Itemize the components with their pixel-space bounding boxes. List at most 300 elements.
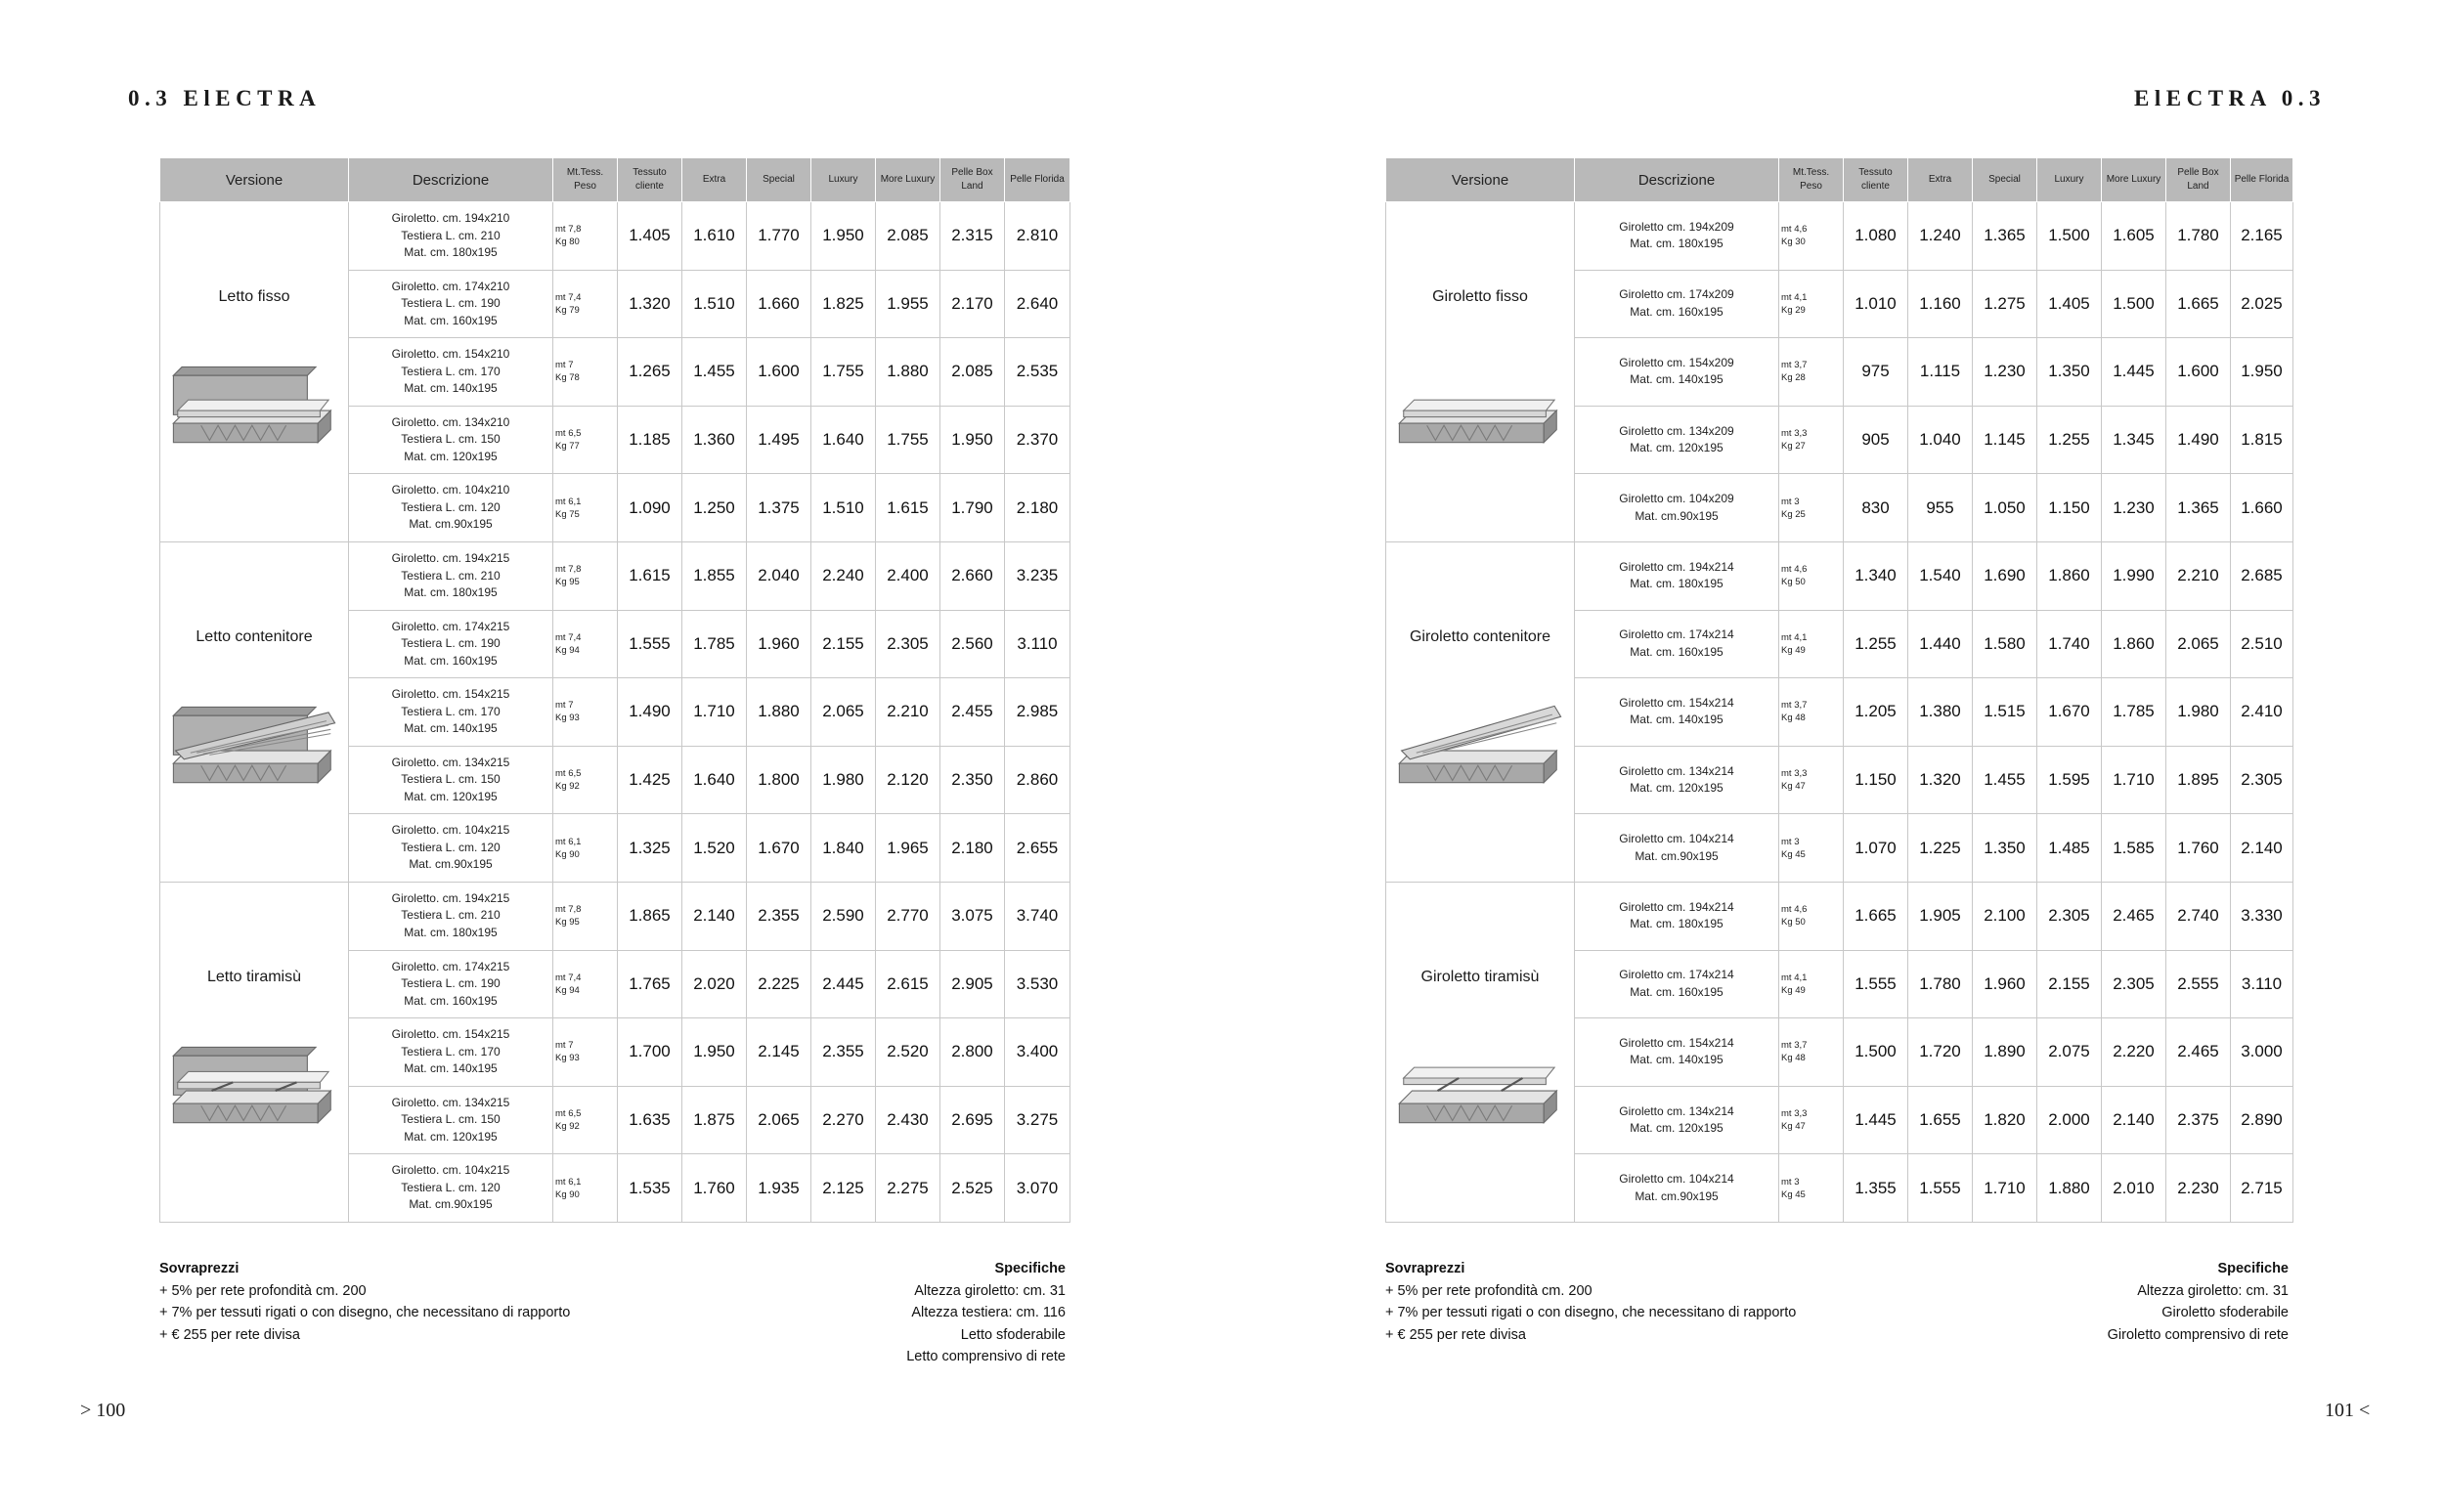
table-row [1386,541,2293,610]
description-line: Mat. cm. 160x195 [1630,984,1724,999]
price-cell: 2.225 [747,950,811,1018]
price-table-left [159,157,1070,1223]
description-line: Giroletto. cm. 154x215 [391,1027,510,1042]
description-line: Mat. cm. 120x195 [404,1129,498,1144]
description-cell [1575,270,1779,338]
price-cell: 1.700 [618,1018,682,1087]
price-cell: 2.120 [876,746,940,814]
description-line: Mat. cm.90x195 [1635,508,1719,523]
price-cell: 3.110 [1005,610,1070,678]
version-name: Letto fisso [218,288,290,305]
price-cell: 2.140 [2231,814,2293,883]
description-line: Giroletto cm. 194x209 [1619,219,1734,234]
price-cell: 1.790 [940,474,1005,542]
price-cell: 1.185 [618,406,682,474]
description-line: Mat. cm. 120x195 [404,789,498,803]
description-line: Giroletto. cm. 104x215 [391,823,510,838]
price-cell: 2.100 [1973,882,2037,950]
price-cell: 2.520 [876,1018,940,1087]
price-cell: 1.090 [618,474,682,542]
description-line: Testiera L. cm. 210 [401,568,501,583]
version-cell [160,882,349,1222]
price-cell: 1.615 [618,541,682,610]
fabric-weight-line: Kg 25 [1781,508,1806,520]
fabric-weight-line: mt 6,1 [555,836,582,847]
description-line: Mat. cm. 140x195 [1630,372,1724,387]
column-header: Luxury [2037,158,2102,202]
notes-line: + 5% per rete profondità cm. 200 [159,1282,367,1299]
fabric-weight-line: Kg 45 [1781,1188,1806,1200]
price-cell: 2.010 [2102,1154,2166,1223]
price-cell: 1.510 [811,474,876,542]
description-cell [349,882,553,950]
price-cell: 1.320 [618,270,682,338]
fabric-weight-cell [553,338,618,407]
notes-line: Giroletto sfoderabile [2161,1305,2289,1320]
price-cell: 1.405 [618,202,682,271]
price-cell: 2.155 [811,610,876,678]
fabric-weight-line: Kg 90 [555,848,580,860]
price-cell: 2.085 [876,202,940,271]
price-cell: 2.555 [2166,950,2231,1018]
description-cell [1575,610,1779,678]
column-header: Pelle Box Land [2166,158,2231,202]
price-cell: 1.425 [618,746,682,814]
price-cell: 1.825 [811,270,876,338]
fabric-weight-line: mt 4,1 [1781,291,1808,303]
version-cell [1386,202,1575,542]
description-line: Mat. cm. 120x195 [404,449,498,463]
price-cell: 1.265 [618,338,682,407]
fabric-weight-cell [1779,882,1844,950]
price-cell: 2.355 [811,1018,876,1087]
price-cell: 1.950 [811,202,876,271]
price-cell: 2.275 [876,1154,940,1223]
version-name: Giroletto fisso [1432,288,1528,305]
price-cell: 1.490 [618,678,682,747]
specifications-left [860,1258,1066,1368]
fabric-weight-line: Kg 79 [555,304,580,316]
price-cell: 905 [1844,406,1908,474]
price-cell: 1.865 [618,882,682,950]
price-cell: 3.330 [2231,882,2293,950]
description-cell [349,1086,553,1154]
price-cell: 1.405 [2037,270,2102,338]
price-cell: 1.010 [1844,270,1908,338]
price-cell: 1.255 [2037,406,2102,474]
price-cell: 1.785 [682,610,747,678]
price-cell: 2.410 [2231,678,2293,747]
table-row [160,882,1070,950]
description-line: Testiera L. cm. 120 [401,840,501,854]
version-cell [1386,541,1575,882]
price-cell: 1.455 [682,338,747,407]
price-cell: 1.710 [682,678,747,747]
price-cell: 2.305 [876,610,940,678]
description-line: Mat. cm.90x195 [409,517,493,532]
fabric-weight-line: Kg 45 [1781,848,1806,860]
fabric-weight-line: Kg 27 [1781,441,1806,453]
table-row [1386,882,2293,950]
column-header: Mt.Tess. Peso [553,158,618,202]
price-cell: 2.075 [2037,1018,2102,1087]
column-header: Extra [682,158,747,202]
fabric-weight-line: mt 7,4 [555,291,582,303]
price-cell: 1.555 [1908,1154,1973,1223]
description-line: Giroletto cm. 154x214 [1619,695,1734,710]
price-cell: 2.465 [2102,882,2166,950]
price-cell: 1.615 [876,474,940,542]
price-cell: 2.065 [811,678,876,747]
description-line: Mat. cm. 120x195 [1630,441,1724,455]
description-cell [1575,406,1779,474]
price-cell: 1.965 [876,814,940,883]
price-cell: 1.960 [1973,950,2037,1018]
description-cell [349,610,553,678]
version-name: Giroletto contenitore [1409,627,1551,645]
fabric-weight-line: Kg 95 [555,917,580,929]
price-table-right [1385,157,2293,1223]
notes-heading: Sovraprezzi [1385,1261,1465,1276]
fabric-weight-line: Kg 77 [555,441,580,453]
description-cell [1575,950,1779,1018]
price-cell: 1.600 [2166,338,2231,407]
fabric-weight-cell [553,1154,618,1223]
fabric-weight-line: mt 4,6 [1781,564,1808,576]
fabric-weight-line: mt 4,1 [1781,631,1808,643]
price-cell: 1.050 [1973,474,2037,542]
price-cell: 2.810 [1005,202,1070,271]
price-cell: 1.520 [682,814,747,883]
price-cell: 1.445 [2102,338,2166,407]
price-cell: 830 [1844,474,1908,542]
column-header: More Luxury [876,158,940,202]
price-cell: 1.605 [2102,202,2166,271]
column-header: Tessuto cliente [1844,158,1908,202]
description-line: Mat. cm. 160x195 [404,653,498,668]
fabric-weight-line: Kg 28 [1781,372,1806,384]
price-cell: 2.065 [2166,610,2231,678]
price-cell: 1.800 [747,746,811,814]
description-line: Giroletto cm. 104x214 [1619,1172,1734,1187]
price-cell: 1.355 [1844,1154,1908,1223]
price-cell: 1.665 [1844,882,1908,950]
description-line: Testiera L. cm. 170 [401,1044,501,1058]
price-cell: 2.315 [940,202,1005,271]
page-title-left: 0.3 ElECTRA [128,86,322,110]
price-cell: 1.670 [747,814,811,883]
price-cell: 1.950 [2231,338,2293,407]
price-cell: 3.740 [1005,882,1070,950]
price-cell: 3.530 [1005,950,1070,1018]
fabric-weight-line: mt 3,3 [1781,1108,1808,1120]
price-cell: 2.305 [2102,950,2166,1018]
fabric-weight-line: Kg 78 [555,372,580,384]
fabric-weight-line: mt 7,8 [555,904,582,916]
column-header: Versione [160,158,349,202]
description-line: Giroletto cm. 134x214 [1619,763,1734,778]
description-line: Testiera L. cm. 190 [401,636,501,651]
description-line: Giroletto. cm. 174x210 [391,279,510,293]
price-cell: 2.165 [2231,202,2293,271]
price-cell: 3.000 [2231,1018,2293,1087]
notes-line: + 7% per tessuti rigati o con disegno, che necessitano di rapporto [1385,1305,1797,1320]
description-cell [349,678,553,747]
price-cell: 1.510 [682,270,747,338]
fabric-weight-cell [1779,746,1844,814]
description-cell [1575,678,1779,747]
fabric-weight-line: mt 3,3 [1781,768,1808,780]
fabric-weight-line: Kg 92 [555,781,580,793]
frame-storage-icon [1389,689,1571,787]
description-line: Giroletto cm. 134x214 [1619,1103,1734,1118]
fabric-weight-line: mt 4,6 [1781,224,1808,236]
price-cell: 2.455 [940,678,1005,747]
description-cell [1575,746,1779,814]
price-cell: 1.895 [2166,746,2231,814]
fabric-weight-line: Kg 94 [555,984,580,996]
price-cell: 1.595 [2037,746,2102,814]
column-header: Tessuto cliente [618,158,682,202]
price-cell: 3.275 [1005,1086,1070,1154]
version-name: Letto contenitore [196,627,313,645]
fabric-weight-cell [553,814,618,883]
description-line: Testiera L. cm. 190 [401,976,501,991]
price-cell: 1.380 [1908,678,1973,747]
price-cell: 1.635 [618,1086,682,1154]
description-line: Testiera L. cm. 210 [401,908,501,923]
price-cell: 1.230 [1973,338,2037,407]
notes-heading: Specifiche [2217,1261,2289,1276]
description-line: Testiera L. cm. 210 [401,228,501,242]
fabric-weight-line: mt 4,1 [1781,972,1808,983]
description-line: Giroletto cm. 104x209 [1619,492,1734,506]
price-cell: 1.875 [682,1086,747,1154]
price-cell: 1.880 [747,678,811,747]
fabric-weight-line: mt 7,4 [555,631,582,643]
description-line: Mat. cm. 160x195 [1630,644,1724,659]
description-line: Testiera L. cm. 150 [401,1112,501,1127]
price-cell: 1.350 [1973,814,2037,883]
fabric-weight-cell [553,746,618,814]
price-cell: 1.780 [1908,950,1973,1018]
notes-line: Altezza testiera: cm. 116 [911,1305,1066,1320]
price-cell: 2.065 [747,1086,811,1154]
price-cell: 3.400 [1005,1018,1070,1087]
price-cell: 2.145 [747,1018,811,1087]
fabric-weight-cell [1779,1018,1844,1087]
fabric-weight-cell [1779,406,1844,474]
price-cell: 2.525 [940,1154,1005,1223]
fabric-weight-line: Kg 94 [555,644,580,656]
price-cell: 1.365 [1973,202,2037,271]
price-cell: 1.515 [1973,678,2037,747]
frame-fixed-icon [1389,349,1571,447]
description-line: Testiera L. cm. 190 [401,296,501,311]
price-cell: 2.180 [1005,474,1070,542]
description-line: Giroletto. cm. 194x210 [391,211,510,226]
description-line: Giroletto. cm. 174x215 [391,619,510,633]
price-cell: 1.905 [1908,882,1973,950]
fabric-weight-line: mt 3 [1781,1176,1800,1188]
description-line: Mat. cm. 140x195 [404,381,498,396]
frame-tiramisu-icon [1389,1029,1571,1127]
price-cell: 1.765 [618,950,682,1018]
price-cell: 2.180 [940,814,1005,883]
notes-line: + 7% per tessuti rigati o con disegno, che necessitano di rapporto [159,1305,571,1320]
price-cell: 2.640 [1005,270,1070,338]
fabric-weight-cell [1779,338,1844,407]
price-cell: 2.465 [2166,1018,2231,1087]
price-cell: 2.685 [2231,541,2293,610]
price-cell: 1.755 [811,338,876,407]
fabric-weight-cell [553,882,618,950]
price-cell: 2.510 [2231,610,2293,678]
version-cell [160,202,349,542]
column-header: Descrizione [1575,158,1779,202]
price-cell: 2.125 [811,1154,876,1223]
column-header: Special [747,158,811,202]
page-number-left: > 100 [80,1400,126,1421]
price-cell: 1.950 [682,1018,747,1087]
description-line: Testiera L. cm. 150 [401,772,501,787]
surcharges-right [1385,1258,1796,1346]
price-cell: 2.170 [940,270,1005,338]
price-cell: 2.140 [2102,1086,2166,1154]
column-header: Mt.Tess. Peso [1779,158,1844,202]
description-line: Mat. cm. 180x195 [404,585,498,600]
description-line: Mat. cm. 120x195 [1630,1121,1724,1136]
description-line: Giroletto cm. 154x209 [1619,355,1734,369]
fabric-weight-cell [553,541,618,610]
description-cell [349,270,553,338]
price-cell: 955 [1908,474,1973,542]
price-cell: 1.040 [1908,406,1973,474]
price-cell: 1.655 [1908,1086,1973,1154]
price-cell: 1.345 [2102,406,2166,474]
price-cell: 1.240 [1908,202,1973,271]
fabric-weight-line: Kg 47 [1781,1121,1806,1133]
fabric-weight-cell [553,678,618,747]
description-line: Giroletto. cm. 194x215 [391,890,510,905]
price-cell: 1.445 [1844,1086,1908,1154]
description-line: Testiera L. cm. 120 [401,1180,501,1194]
price-cell: 2.560 [940,610,1005,678]
fabric-weight-line: Kg 47 [1781,781,1806,793]
notes-line: Giroletto comprensivo di rete [2107,1326,2289,1343]
price-cell: 2.860 [1005,746,1070,814]
price-cell: 1.710 [1973,1154,2037,1223]
fabric-weight-cell [553,610,618,678]
column-header: Special [1973,158,2037,202]
price-cell: 1.230 [2102,474,2166,542]
description-cell [1575,541,1779,610]
price-cell: 2.695 [940,1086,1005,1154]
price-cell: 1.760 [682,1154,747,1223]
fabric-weight-line: mt 7 [555,360,574,371]
page-title-right: ElECTRA 0.3 [2134,86,2326,110]
description-line: Giroletto cm. 194x214 [1619,559,1734,574]
specifications-right [1985,1258,2289,1346]
price-cell: 1.640 [811,406,876,474]
description-cell [349,1154,553,1223]
price-cell: 1.660 [2231,474,2293,542]
fabric-weight-cell [553,406,618,474]
price-cell: 1.820 [1973,1086,2037,1154]
description-line: Giroletto. cm. 104x210 [391,483,510,497]
bed-fixed-icon [163,349,345,447]
price-cell: 2.305 [2231,746,2293,814]
fabric-weight-line: Kg 49 [1781,644,1806,656]
notes-line: Altezza giroletto: cm. 31 [2137,1282,2289,1299]
fabric-weight-cell [553,950,618,1018]
description-line: Mat. cm. 180x195 [404,245,498,260]
price-cell: 2.905 [940,950,1005,1018]
description-line: Giroletto cm. 104x214 [1619,832,1734,846]
price-cell: 2.535 [1005,338,1070,407]
fabric-weight-line: Kg 50 [1781,917,1806,929]
price-cell: 2.025 [2231,270,2293,338]
fabric-weight-cell [1779,541,1844,610]
fabric-weight-line: Kg 92 [555,1121,580,1133]
description-cell [1575,882,1779,950]
fabric-weight-line: mt 6,5 [555,428,582,440]
description-cell [1575,814,1779,883]
fabric-weight-line: mt 3,7 [1781,360,1808,371]
fabric-weight-line: mt 7,4 [555,972,582,983]
description-line: Giroletto cm. 174x209 [1619,287,1734,302]
price-cell: 2.230 [2166,1154,2231,1223]
price-cell: 2.370 [1005,406,1070,474]
description-line: Mat. cm. 140x195 [1630,713,1724,727]
fabric-weight-line: Kg 90 [555,1188,580,1200]
price-cell: 1.375 [747,474,811,542]
price-cell: 2.615 [876,950,940,1018]
price-cell: 1.440 [1908,610,1973,678]
price-cell: 1.340 [1844,541,1908,610]
fabric-weight-line: mt 7,8 [555,224,582,236]
fabric-weight-line: mt 6,5 [555,768,582,780]
price-cell: 1.815 [2231,406,2293,474]
price-cell: 1.555 [1844,950,1908,1018]
description-line: Giroletto cm. 174x214 [1619,968,1734,982]
price-cell: 2.020 [682,950,747,1018]
price-cell: 1.770 [747,202,811,271]
price-cell: 1.670 [2037,678,2102,747]
price-cell: 1.860 [2102,610,2166,678]
table-row [160,202,1070,271]
price-cell: 1.980 [2166,678,2231,747]
page-number-right: 101 < [2325,1400,2371,1421]
fabric-weight-line: mt 3,3 [1781,428,1808,440]
description-cell [1575,338,1779,407]
price-cell: 2.240 [811,541,876,610]
fabric-weight-line: mt 3 [1781,836,1800,847]
version-name: Giroletto tiramisù [1420,968,1540,985]
price-cell: 1.275 [1973,270,2037,338]
price-cell: 1.145 [1973,406,2037,474]
fabric-weight-cell [1779,814,1844,883]
bed-tiramisu-icon [163,1029,345,1127]
price-cell: 2.400 [876,541,940,610]
description-line: Mat. cm.90x195 [409,857,493,872]
price-cell: 2.445 [811,950,876,1018]
description-cell [349,338,553,407]
description-line: Giroletto cm. 194x214 [1619,899,1734,914]
description-cell [349,202,553,271]
price-cell: 1.535 [618,1154,682,1223]
fabric-weight-line: Kg 48 [1781,1053,1806,1064]
